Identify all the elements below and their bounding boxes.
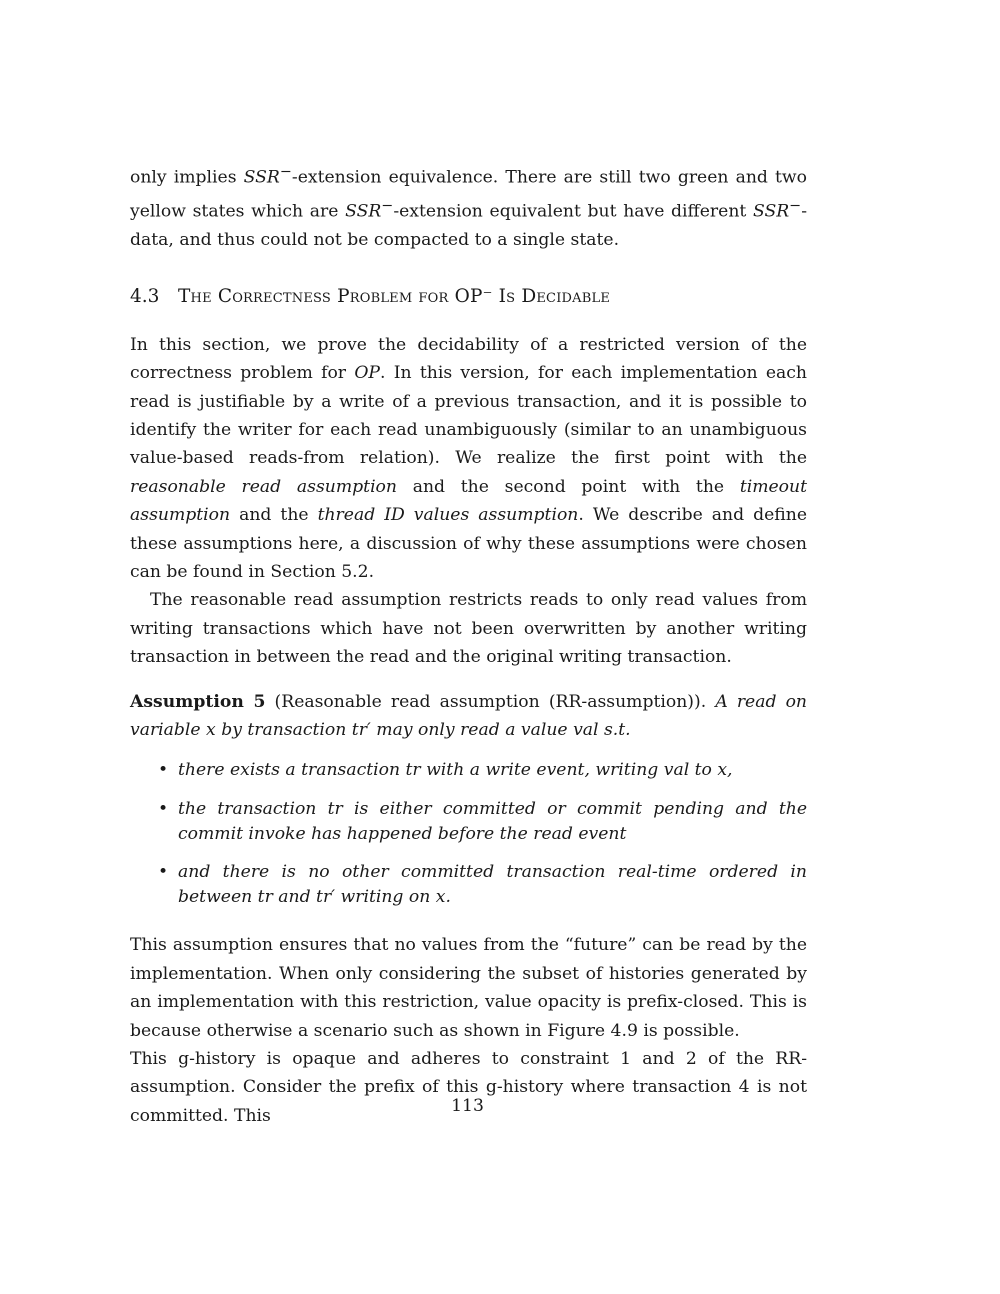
page-number: 113 xyxy=(451,1096,484,1116)
section-title: The Correctness Problem for OP⁻ Is Decidable xyxy=(178,285,611,307)
section-heading xyxy=(130,283,807,311)
closing-paragraph-1: This assumption ensures that no values from the “future” can be read by the implementation. When only considering the subset of histories generated by an implementation with this restriction, value opacity is prefix-closed. This is because otherwise a scenario such as shown in Figure 4.9 is possible. xyxy=(130,935,807,1041)
list-item: • and there is no other committed transaction real-time ordered in between tr and tr′ writing on x. xyxy=(178,860,807,909)
assumption-name: (Reasonable read assumption (RR-assumption)). xyxy=(274,691,707,712)
assumption-statement: A read on variable x by transaction tr′ may only read a value val s.t. xyxy=(130,691,808,740)
assumption-label: Assumption 5 xyxy=(130,691,266,712)
list-item: • the transaction tr is either committed or commit pending and the commit invoke has happened before the read event xyxy=(178,797,807,846)
body-paragraph-2: The reasonable read assumption restricts reads to only read values from writing transactions which have not been overwritten by another writing transaction in between the read and the original writing transaction. xyxy=(130,590,807,668)
assumption-conditions-list xyxy=(130,758,807,909)
assumption-block xyxy=(130,688,807,745)
intro-paragraph: only implies SSR−-extension equivalence. There are still two green and two yellow states which are SSR−-extension equivalent but have different SSR−-data, and thus could not be compacted to a single state. xyxy=(130,164,807,251)
section-number: 4.3 xyxy=(130,285,160,307)
list-item: • there exists a transaction tr with a write event, writing val to x, xyxy=(178,758,807,783)
body-paragraph-1: In this section, we prove the decidability of a restricted version of the correctness problem for OP. In this version, for each implementation each read is justifiable by a write of a previous transaction, and it is possible to identify the writer for each read unambiguously (similar to an unambiguous value-based reads-from relation). We realize the first point with the reasonable read assumption and the second point with the timeout assumption and the thread ID values assumption. We describe and define these assumptions here, a discussion of why these assumptions were chosen can be found in Section 5.2. xyxy=(130,334,808,582)
page-content xyxy=(130,158,807,1130)
closing-paragraph-2: This g-history is opaque and adheres to constraint 1 and 2 of the RR-assumption. Consider the prefix of this g-history where transaction 4 is not committed. This xyxy=(130,1048,807,1126)
